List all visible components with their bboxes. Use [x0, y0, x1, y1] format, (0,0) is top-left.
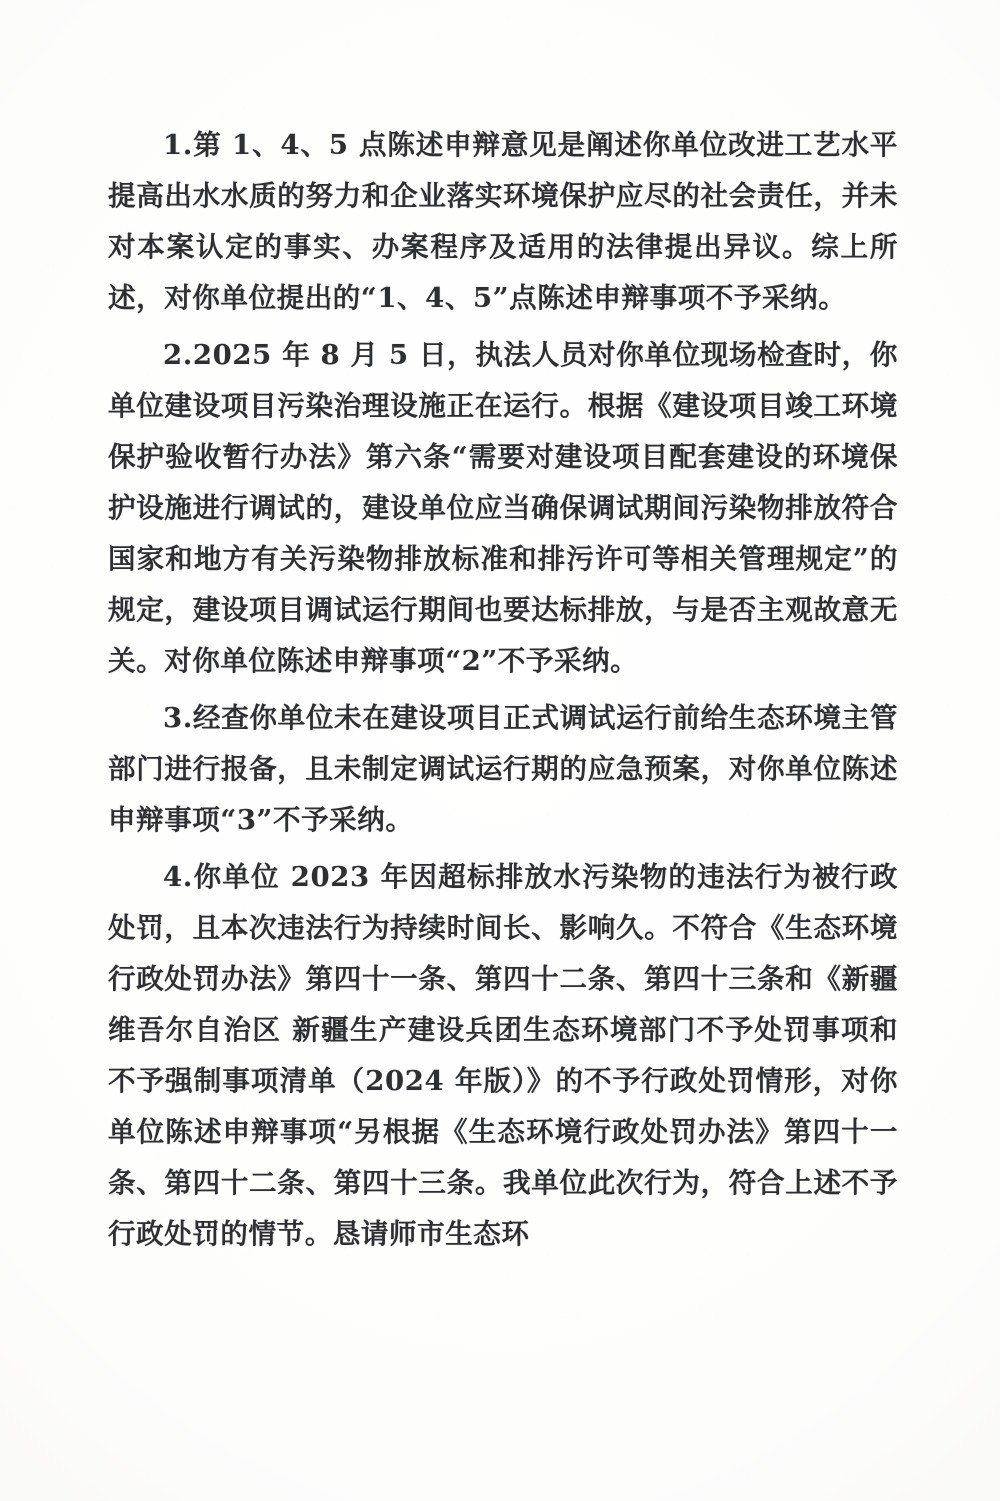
paragraph-item-4: 4.你单位 2023 年因超标排放水污染物的违法行为被行政处罚，且本次违法行为持续时间长、影响久。不符合《生态环境行政处罚办法》第四十一条、第四十二条、第四十三条和《新疆维吾尔自治区 新疆生产建设兵团生态环境部门不予处罚事项和不予强制事项清单（2024 年版）》的不予行政处罚情形，对你单位陈述申辩事项“另根据《生态环境行政处罚办法》第四十一条、第四十二条、第四十三条。我单位此次行为，符合上述不予行政处罚的情节。恳请师市生态环	[108, 861, 898, 1250]
document-body	[108, 120, 898, 1260]
paragraph-item-2: 2.2025 年 8 月 5 日，执法人员对你单位现场检查时，你单位建设项目污染治理设施正在运行。根据《建设项目竣工环境保护验收暂行办法》第六条“需要对建设项目配套建设的环境保护设施进行调试的，建设单位应当确保调试期间污染物排放符合国家和地方有关污染物排放标准和排污许可等相关管理规定”的规定，建设项目调试运行期间也要达标排放，与是否主观故意无关。对你单位陈述申辩事项“2”不予采纳。	[108, 339, 898, 677]
paragraph-item-3: 3.经查你单位未在建设项目正式调试运行前给生态环境主管部门进行报备，且未制定调试运行期的应急预案，对你单位陈述申辩事项“3”不予采纳。	[108, 702, 898, 836]
paragraph-item-1: 1.第 1、4、5 点陈述申辩意见是阐述你单位改进工艺水平提高出水水质的努力和企业落实环境保护应尽的社会责任，并未对本案认定的事实、办案程序及适用的法律提出异议。综上所述，对你单位提出的“1、4、5”点陈述申辩事项不予采纳。	[108, 129, 898, 314]
